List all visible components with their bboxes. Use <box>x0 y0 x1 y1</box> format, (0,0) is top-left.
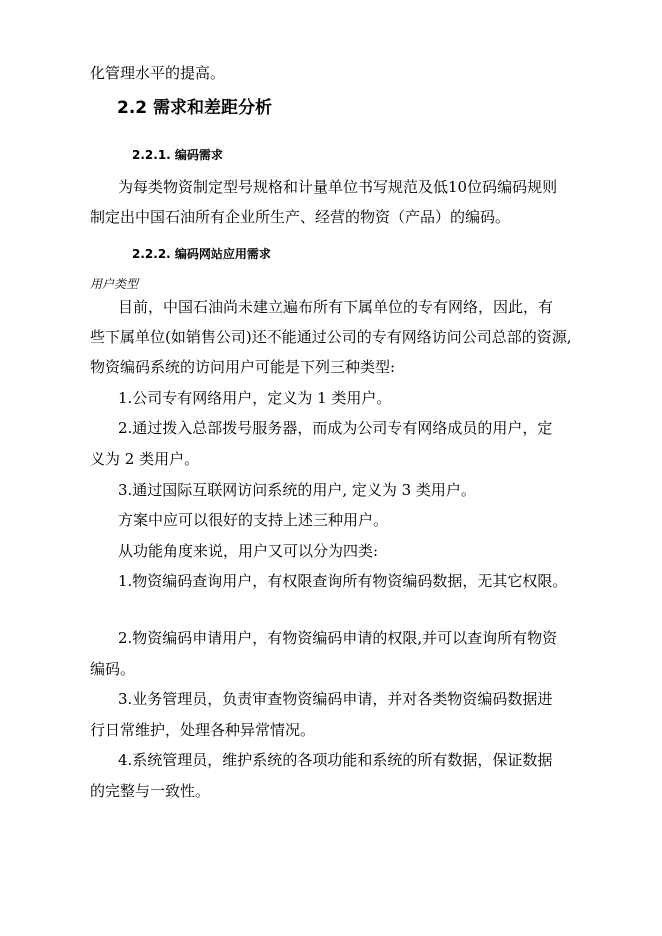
list-item: 1.物资编码查询用户，有权限查询所有物资编码数据，无其它权限。 <box>118 572 568 590</box>
list-item-continuation: 编码。 <box>90 660 136 678</box>
list-item: 3.业务管理员，负责审查物资编码申请，并对各类物资编码数据进 <box>118 690 553 708</box>
list-item-continuation: 的完整与一致性。 <box>90 782 211 800</box>
subsection-heading: 2.2.1. 编码需求 <box>132 148 223 162</box>
paragraph-line: 从功能角度来说，用户又可以分为四类: <box>118 542 379 560</box>
subsection-heading: 2.2.2. 编码网站应用需求 <box>132 247 271 261</box>
paragraph-line: 些下属单位(如销售公司)还不能通过公司的专有网络访问公司总部的资源, <box>90 328 572 346</box>
paragraph-line: 化管理水平的提高。 <box>90 64 226 82</box>
paragraph-line: 目前，中国石油尚未建立遍布所有下属单位的专有网络，因此，有 <box>118 298 554 316</box>
paragraph-line: 为每类物资制定型号规格和计量单位书写规范及低10位码编码规则 <box>118 178 558 196</box>
section-heading: 2.2 需求和差距分析 <box>117 98 273 118</box>
list-item: 3.通过国际互联网访问系统的用户, 定义为 3 类用户。 <box>118 481 476 499</box>
paragraph-line: 制定出中国石油所有企业所生产、经营的物资（产品）的编码。 <box>90 208 511 226</box>
list-item: 2.通过拨入总部拨号服务器，而成为公司专有网络成员的用户，定 <box>118 419 553 437</box>
list-item: 2.物资编码申请用户，有物资编码申请的权限,并可以查询所有物资 <box>118 629 558 647</box>
list-item-continuation: 行日常维护，处理各种异常情况。 <box>90 721 316 739</box>
list-item: 4.系统管理员，维护系统的各项功能和系统的所有数据，保证数据 <box>118 751 553 769</box>
list-item-continuation: 义为 2 类用户。 <box>90 450 200 468</box>
list-item: 1.公司专有网络用户，定义为 1 类用户。 <box>118 389 392 407</box>
label-text: 用户类型 <box>90 277 139 291</box>
paragraph-line: 方案中应可以很好的支持上述三种用户。 <box>118 511 389 529</box>
paragraph-line: 物资编码系统的访问用户可能是下列三种类型: <box>90 358 396 376</box>
